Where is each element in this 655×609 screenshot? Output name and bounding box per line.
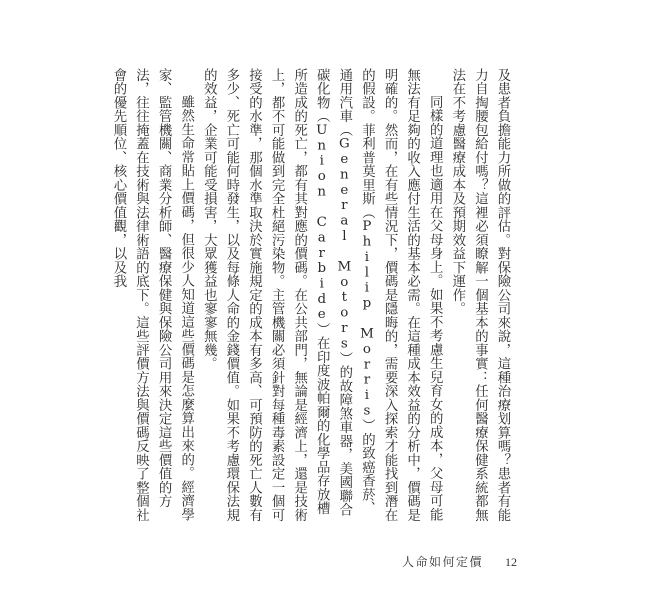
paragraph-3: 雖然生命常貼上價碼，但很少人知道這些價碼是怎麼算出來的。經濟學家、監管機關、商業分析師、醫療保健與保險公司用來決定這些價值的方法，往往掩蓋在技術與法律術語的底下。這些評價方法與價碼反映了整個社會的優先順位、核心價值觀，以及我 — [110, 68, 194, 522]
paragraph-1: 及患者負擔能力所做的評估。對保險公司來說，這種治療划算嗎？患者有能力自掏腰包給付嗎？這裡必須瞭解一個基本的事實：任何醫療保健系統都無法在不考慮醫療成本及預期效益下運作。 — [449, 68, 510, 522]
page-number: 12 — [505, 555, 518, 569]
running-title: 人命如何定價 — [402, 555, 484, 569]
body-text — [106, 68, 513, 528]
page-footer — [402, 553, 517, 570]
paragraph-2: 同樣的道理也適用在父母身上。如果不考慮生兒育女的成本，父母可能無法有足夠的收入應付生活的基本必需。在這種成本效益的分析中，價碼是明確的。然而，在有些情況下，價碼是隱晦的，需要深入探索才能找到潛在的假設。菲利普莫里斯（Philip Morris）的致癌香菸、通用汽車（General Motors）的故障煞車器，美國聯合碳化物（Union Carbide）在印度波帕爾的化學品存放槽所造成的死亡，都有其對應的價碼。在公共部門，無論是經濟上，還是技術上，都不可能做到完全杜絕污染物。主管機關必須針對每種毒素設定一個可接受的水準，那個水準取決於實施規定的成本有多高、可預防的死亡人數有多少、死亡可能何時發生，以及每條人命的金錢價值。如果不考慮環保法規的效益，企業可能受損害，大眾獲益也寥寥無幾。 — [201, 68, 443, 522]
